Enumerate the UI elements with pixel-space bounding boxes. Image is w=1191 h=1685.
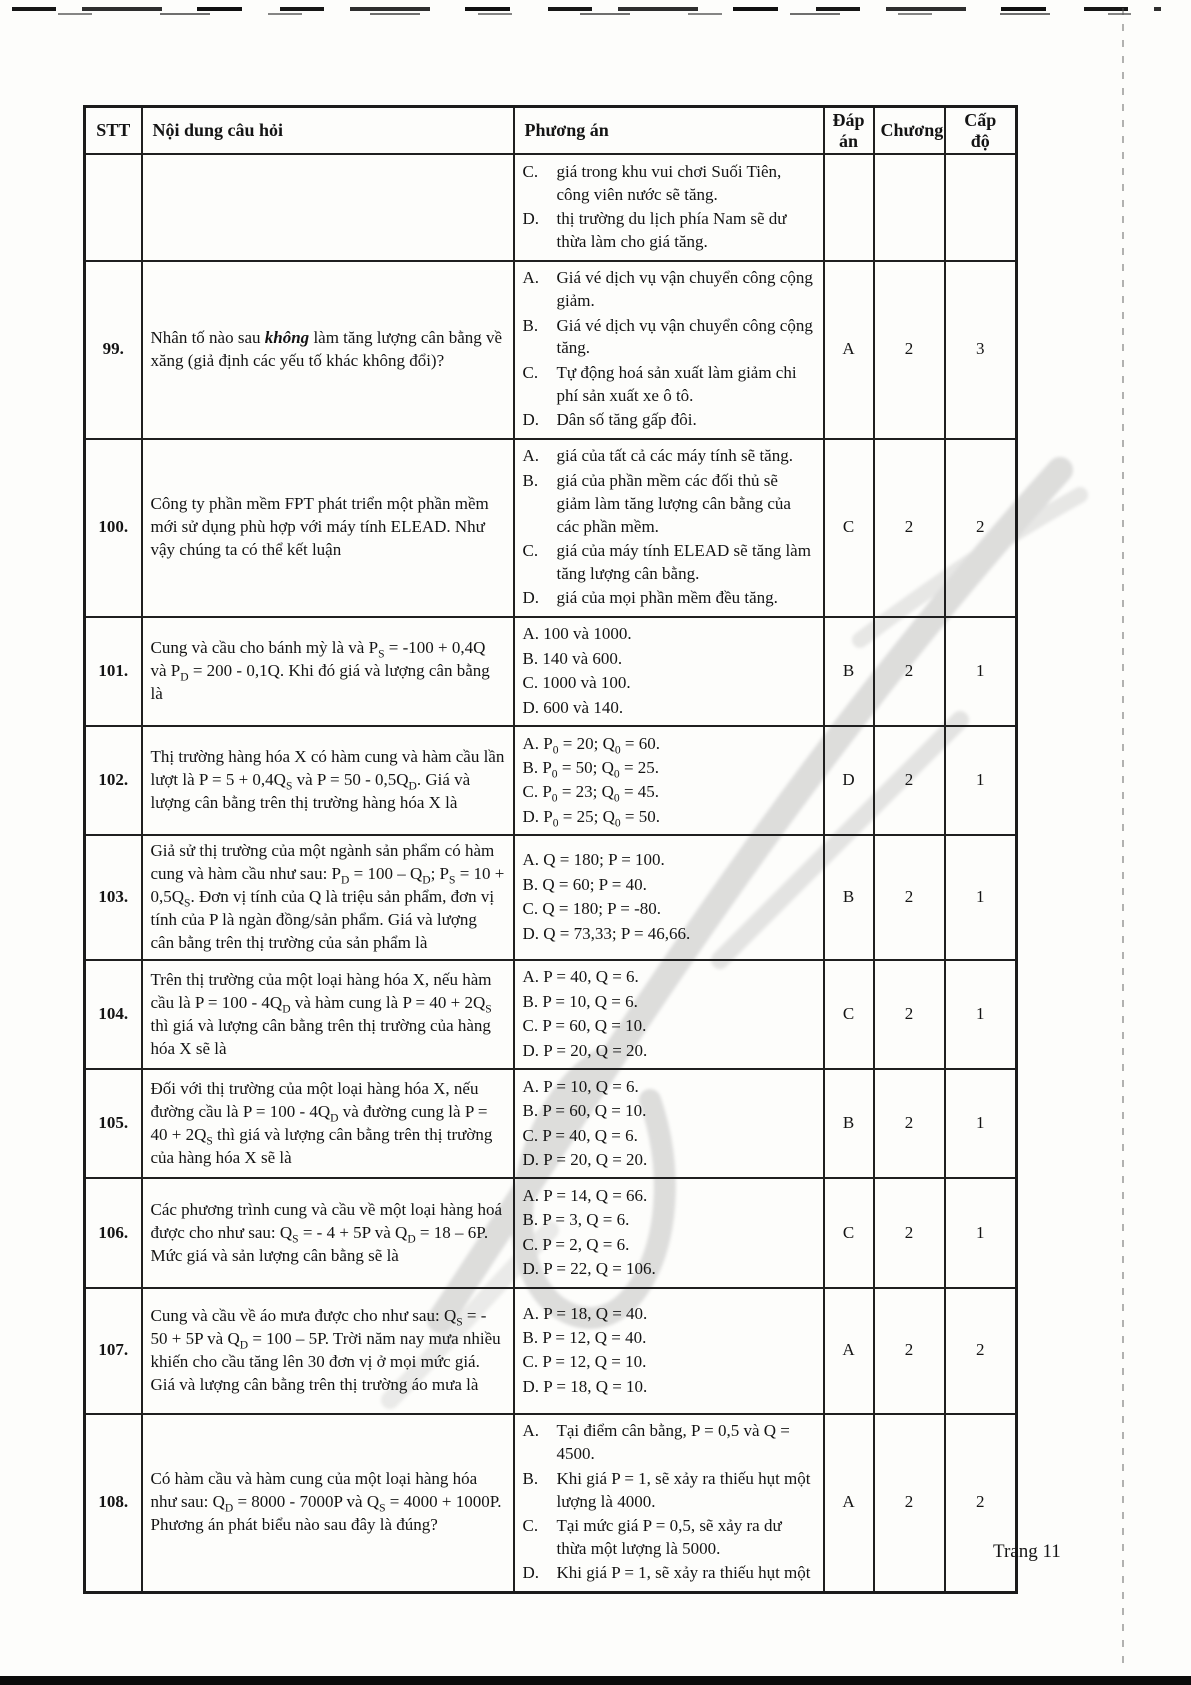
option: C. giá của máy tính ELEAD sẽ tăng làm tăng lượng cân bằng. — [522, 540, 811, 583]
question-number: 101. — [85, 617, 142, 726]
option: B. Khi giá P = 1, sẽ xảy ra thiếu hụt một lượng là 4000. — [522, 1468, 811, 1511]
table-row — [85, 1069, 1017, 1178]
question-number: 105. — [85, 1069, 142, 1178]
table-row — [85, 1178, 1017, 1287]
table-row — [85, 617, 1017, 726]
option: D. Q = 73,33; P = 46,66. — [522, 923, 691, 943]
option: C. Q = 180; P = -80. — [522, 899, 661, 919]
level-value: 2 — [945, 1288, 1017, 1414]
answer-key: B — [824, 617, 874, 726]
chapter-value: 2 — [874, 1178, 945, 1287]
option: B. P = 10, Q = 6. — [522, 991, 638, 1011]
question-text: Cung và cầu về áo mưa được cho như sau: $Q_S$ = - 50 + 5P và $Q_D = 100 - 5P$. Trời năm nay mưa nhiều khiến cho cầu tăng lên 30 đơn vị ở mọi mức giá. Giá và lượng cân bằng trên thị trường áo mưa là — [142, 1288, 514, 1414]
table-row — [85, 835, 1017, 960]
level-value: 1 — [945, 1069, 1017, 1178]
option: B. Q = 60; P = 40. — [522, 874, 647, 894]
option: C. 1000 và 100. — [522, 673, 631, 693]
option: D. $P_0 = 25$; $Q_0 = 50$. — [522, 806, 660, 830]
level-value: 3 — [945, 261, 1017, 439]
answer-key: A — [824, 1414, 874, 1593]
level-value: 1 — [945, 1178, 1017, 1287]
scan-edge-line — [1122, 8, 1124, 1671]
table-row — [85, 726, 1017, 835]
answer-key: C — [824, 960, 874, 1069]
table-row — [85, 1288, 1017, 1414]
answer-key: C — [824, 1178, 874, 1287]
answer-options — [514, 835, 824, 960]
chapter-value: 2 — [874, 439, 945, 617]
scan-bottom-bar — [0, 1676, 1191, 1685]
option: D. P = 18, Q = 10. — [522, 1376, 648, 1396]
option: A. P = 40, Q = 6. — [522, 967, 639, 987]
level-value: 2 — [945, 1414, 1017, 1593]
option: B. P = 60, Q = 10. — [522, 1101, 647, 1121]
answer-options — [514, 439, 824, 617]
answer-options — [514, 1288, 824, 1414]
option: A. Q = 180; P = 100. — [522, 850, 665, 870]
level-value: 1 — [945, 960, 1017, 1069]
questions-table-body — [85, 154, 1017, 1592]
questions-table — [83, 105, 1018, 1594]
question-text: Đối với thị trường của một loại hàng hóa X, nếu đường cầu là $P = 100 - 4Q_D$ và đường cung là $P = 40 + 2Q_S$ thì giá và lượng cân bằng trên thị trường của hàng hóa X sẽ là — [142, 1069, 514, 1178]
answer-key: C — [824, 439, 874, 617]
level-value: 2 — [945, 439, 1017, 617]
question-number: 104. — [85, 960, 142, 1069]
option: A. P = 10, Q = 6. — [522, 1076, 639, 1096]
question-number: 107. — [85, 1288, 142, 1414]
table-row — [85, 261, 1017, 439]
answer-options — [514, 617, 824, 726]
question-text: Cung và cầu cho bánh mỳ là và $P_S = -100 + 0,4Q$ và $P_D = 200 - 0,1Q$. Khi đó giá và lượng cân bằng là — [142, 617, 514, 726]
option: D. thị trường du lịch phía Nam sẽ dư thừa làm cho giá tăng. — [522, 209, 787, 252]
question-text: Nhân tố nào sau không làm tăng lượng cân bằng về xăng (giả định các yếu tố khác không đổi)? — [142, 261, 514, 439]
chapter-value: 2 — [874, 726, 945, 835]
question-text: Trên thị trường của một loại hàng hóa X, nếu hàm cầu là $P = 100 - 4Q_D$ và hàm cung là $P = 40 + 2Q_S$ thì giá và lượng cân bằng trên thị trường của hàng hóa X sẽ là — [142, 960, 514, 1069]
col-header-stt: STT — [85, 107, 142, 155]
level-value: 1 — [945, 617, 1017, 726]
chapter-value: 2 — [874, 261, 945, 439]
option: D. P = 22, Q = 106. — [522, 1259, 656, 1279]
option: C. Tự động hoá sản xuất làm giảm chi phí sản xuất xe ô tô. — [522, 362, 797, 405]
option: C. Tại mức giá P = 0,5, sẽ xảy ra dư thừa một lượng là 5000. — [522, 1515, 782, 1558]
question-text: Thị trường hàng hóa X có hàm cung và hàm cầu lần lượt là $P = 5 + 0,4Q_S$ và $P = 50 - 0,5Q_D$. Giá và lượng cân bằng trên thị trường hàng hóa X là — [142, 726, 514, 835]
option: C. P = 40, Q = 6. — [522, 1125, 638, 1145]
question-number: 106. — [85, 1178, 142, 1287]
answer-key: D — [824, 726, 874, 835]
table-row — [85, 960, 1017, 1069]
option: B. giá của phần mềm các đối thủ sẽ giảm làm tăng lượng cân bằng của các phần mềm. — [522, 470, 791, 536]
level-value: 1 — [945, 835, 1017, 960]
option: D. P = 20, Q = 20. — [522, 1040, 648, 1060]
option: B. $P_0 = 50$; $Q_0 = 25$. — [522, 757, 660, 781]
option: C. P = 2, Q = 6. — [522, 1234, 630, 1254]
option: A. P = 14, Q = 66. — [522, 1185, 648, 1205]
option: B. 140 và 600. — [522, 648, 623, 668]
question-text: Công ty phần mềm FPT phát triển một phần mềm mới sử dụng phù hợp với máy tính ELEAD. Như vậy chúng ta có thể kết luận — [142, 439, 514, 617]
level-value: 1 — [945, 726, 1017, 835]
option: A. P = 18, Q = 40. — [522, 1303, 648, 1323]
option: A. $P_0 = 20$; $Q_0 = 60$. — [522, 733, 660, 756]
header-row — [85, 107, 1017, 155]
question-number — [85, 154, 142, 260]
answer-key: B — [824, 1069, 874, 1178]
option: B. Giá vé dịch vụ vận chuyển công cộng tăng. — [522, 315, 813, 358]
answer-options — [514, 1069, 824, 1178]
answer-key: A — [824, 261, 874, 439]
question-number: 99. — [85, 261, 142, 439]
chapter-value: 2 — [874, 1288, 945, 1414]
table-row — [85, 1414, 1017, 1593]
option: B. P = 3, Q = 6. — [522, 1210, 630, 1230]
answer-key: B — [824, 835, 874, 960]
level-value — [945, 154, 1017, 260]
scan-noise-top — [12, 7, 1161, 11]
col-header-answer: Đáp án — [824, 107, 874, 155]
answer-options — [514, 960, 824, 1069]
option: D. giá của mọi phần mềm đều tăng. — [522, 588, 778, 608]
answer-options — [514, 1178, 824, 1287]
chapter-value: 2 — [874, 1414, 945, 1593]
answer-key — [824, 154, 874, 260]
question-number: 100. — [85, 439, 142, 617]
answer-options — [514, 1414, 824, 1593]
option: C. $P_0 = 23$; $Q_0 = 45$. — [522, 782, 660, 805]
answer-options — [514, 154, 824, 260]
question-text — [142, 154, 514, 260]
chapter-value: 2 — [874, 1069, 945, 1178]
option: C. P = 60, Q = 10. — [522, 1016, 647, 1036]
option: C. giá trong khu vui chơi Suối Tiên, công viên nước sẽ tăng. — [522, 161, 782, 204]
question-number: 103. — [85, 835, 142, 960]
chapter-value: 2 — [874, 617, 945, 726]
answer-key: A — [824, 1288, 874, 1414]
table-row — [85, 439, 1017, 617]
chapter-value — [874, 154, 945, 260]
col-header-question: Nội dung câu hỏi — [142, 107, 514, 155]
page-number: Trang 11 — [993, 1541, 1061, 1562]
col-header-options: Phương án — [514, 107, 824, 155]
option: D. P = 20, Q = 20. — [522, 1150, 648, 1169]
answer-options — [514, 726, 824, 835]
question-number: 102. — [85, 726, 142, 835]
option: B. P = 12, Q = 40. — [522, 1328, 647, 1347]
table-row — [85, 154, 1017, 260]
option: A. Giá vé dịch vụ vận chuyển công cộng giảm. — [522, 268, 813, 311]
chapter-value: 2 — [874, 960, 945, 1069]
option: D. Dân số tăng gấp đôi. — [522, 410, 697, 430]
col-header-chapter: Chương — [874, 107, 945, 155]
scan-noise-top-2 — [40, 13, 1131, 15]
option: A. Tại điểm cân bằng, P = 0,5 và Q = 4500. — [522, 1421, 790, 1464]
answer-options — [514, 261, 824, 439]
question-text: Giả sử thị trường của một ngành sản phẩm có hàm cung và hàm cầu như sau: $P_D = 100 - Q_D$; $P_S = 10 + 0,5Q_S$. Đơn vị tính của Q là triệu sản phẩm, đơn vị tính của P là ngàn đồng/sản phẩm. Giá và lượng cân bằng trên thị trường của sản phẩm là — [142, 835, 514, 960]
option: A. giá của tất cả các máy tính sẽ tăng. — [522, 446, 793, 466]
question-number: 108. — [85, 1414, 142, 1593]
chapter-value: 2 — [874, 835, 945, 960]
option: D. Khi giá P = 1, sẽ xảy ra thiếu hụt một — [522, 1563, 811, 1583]
col-header-level: Cấp độ — [945, 107, 1017, 155]
question-text: Có hàm cầu và hàm cung của một loại hàng hóa như sau: $Q_D = 8000 - 7000P$ và $Q_S = 4000 + 1000P$. Phương án phát biểu nào sau đây là đúng? — [142, 1414, 514, 1593]
option: D. 600 và 140. — [522, 697, 624, 717]
question-text: Các phương trình cung và cầu về một loại hàng hoá được cho như sau: $Q_S$ = - 4 + 5P và $Q_D = 18 - 6P$. Mức giá và sản lượng cân bằng sẽ là — [142, 1178, 514, 1287]
option: C. P = 12, Q = 10. — [522, 1352, 647, 1372]
option: A. 100 và 1000. — [522, 624, 632, 644]
